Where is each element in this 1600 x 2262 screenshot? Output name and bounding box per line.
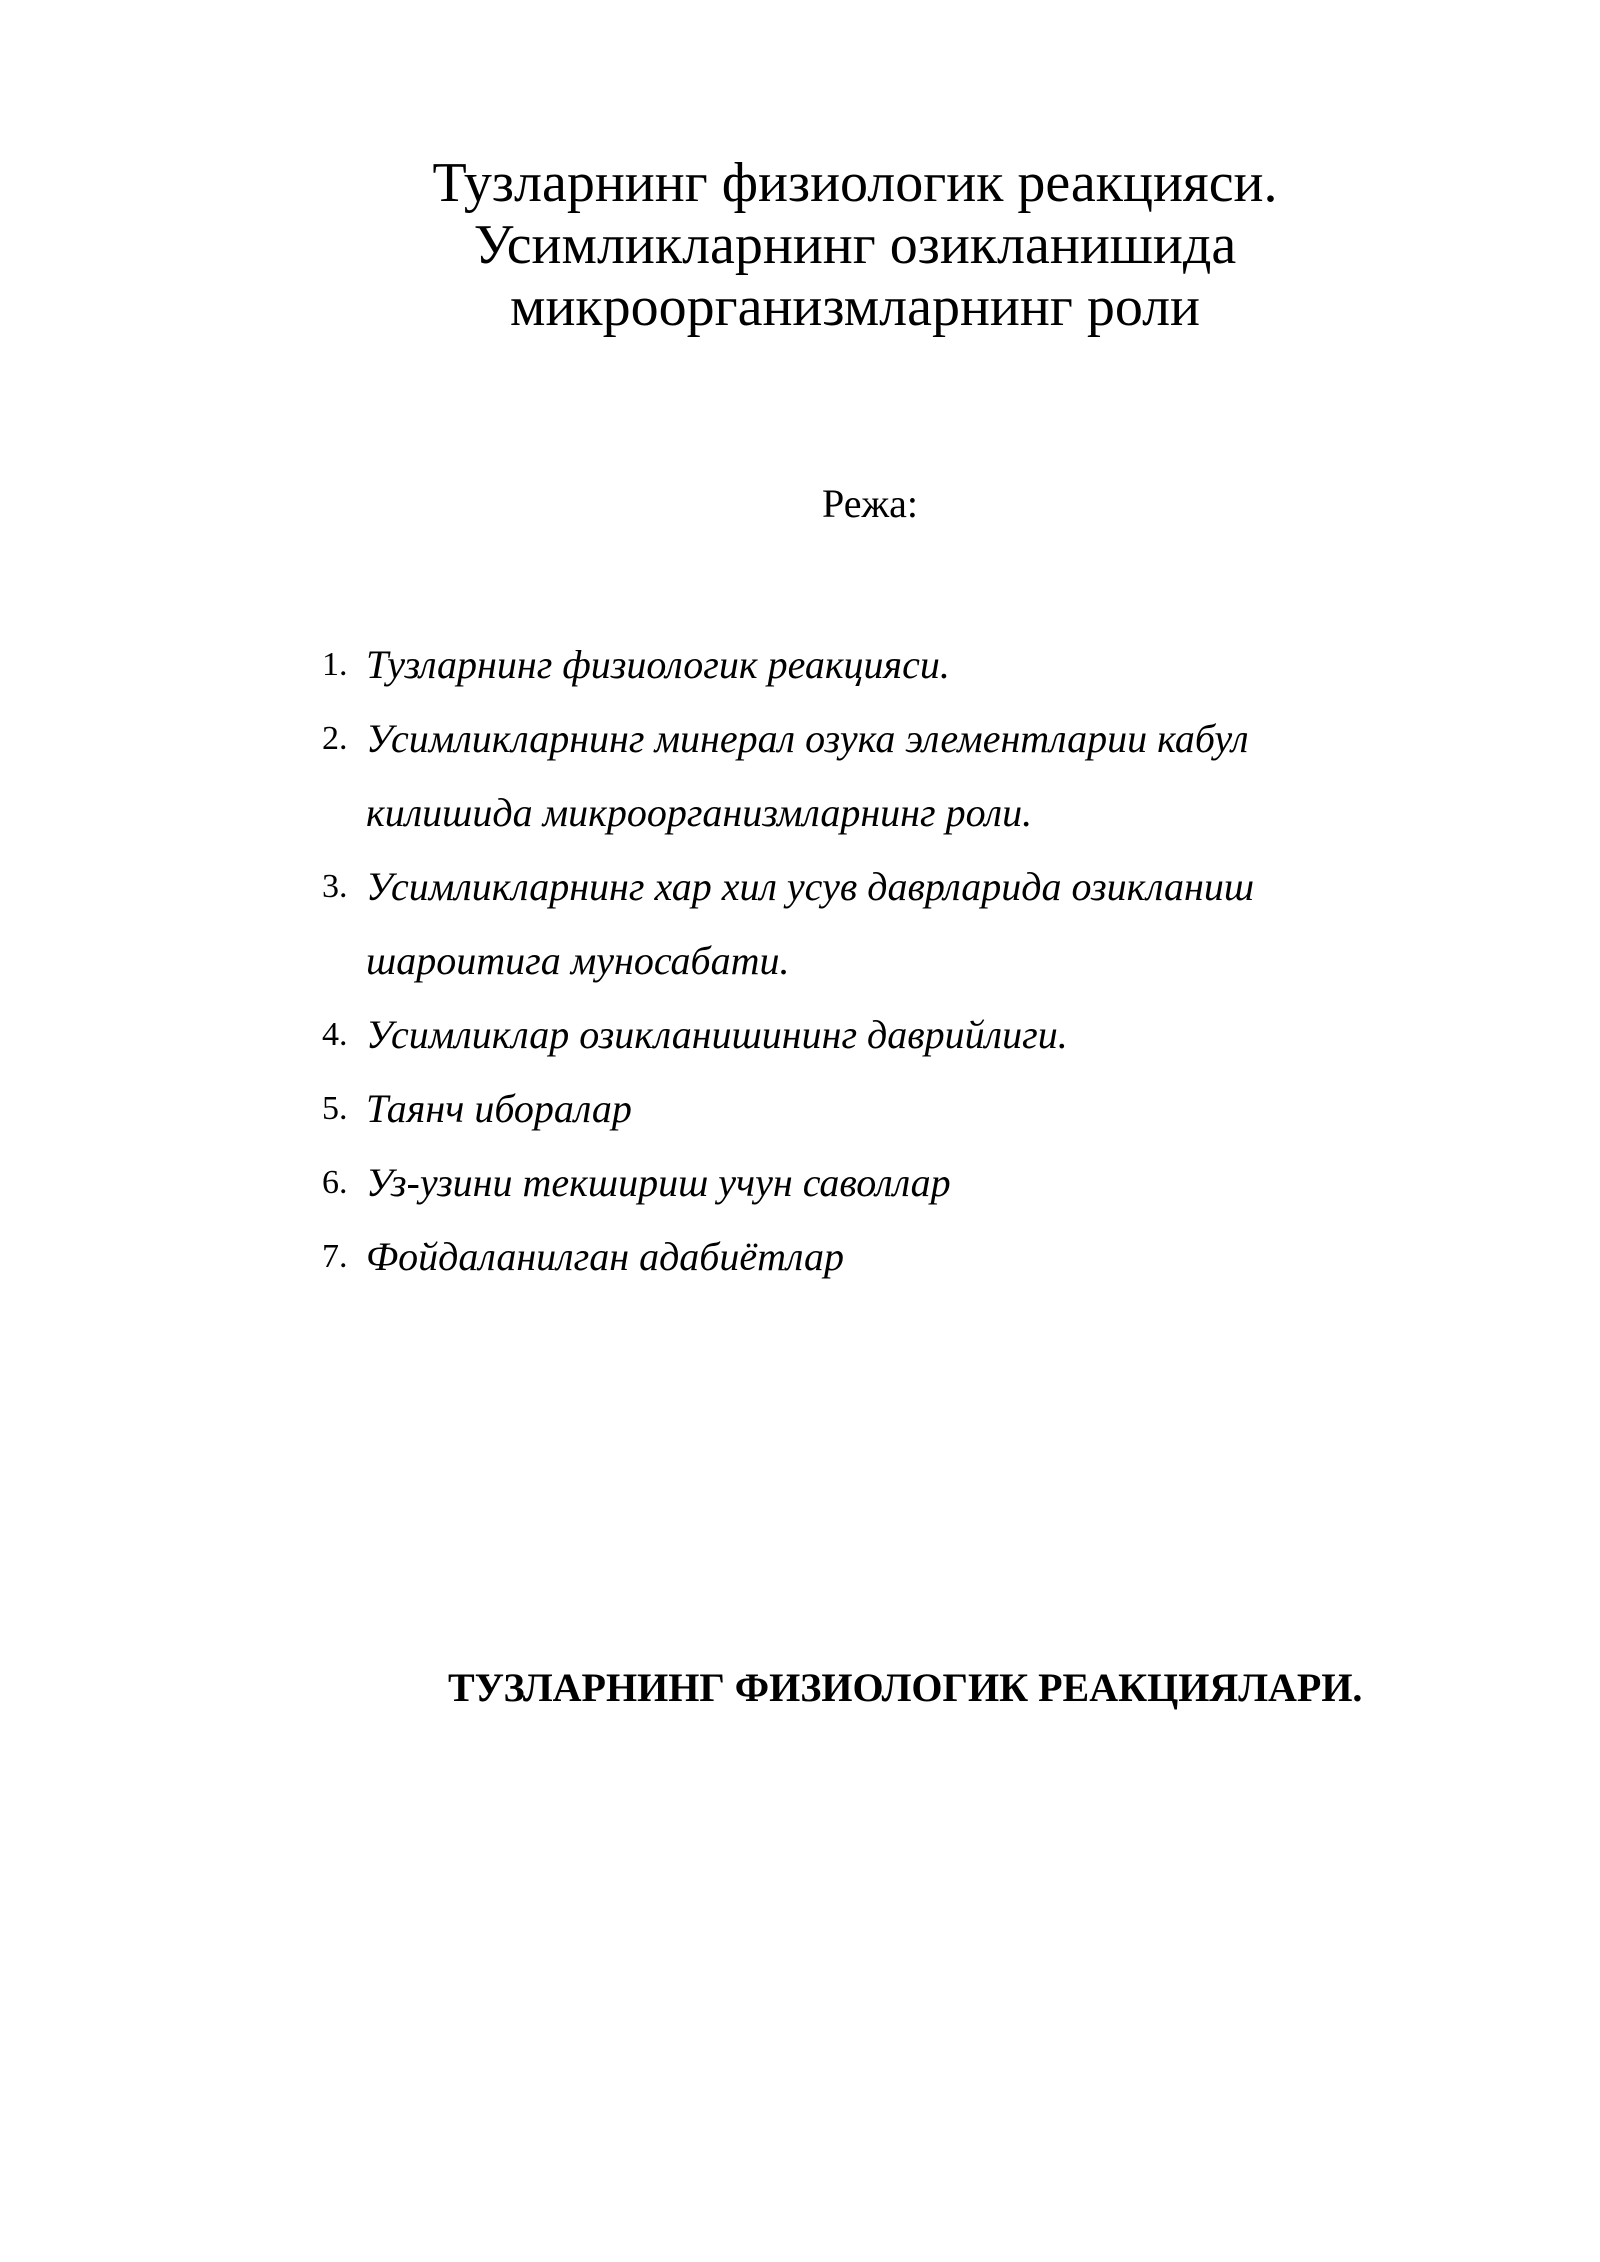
plan-heading: Режа: [822, 481, 918, 526]
plan-item-number: 1. [322, 646, 348, 683]
plan-item-line: Усимликларнинг хар хил усув даврларида озикланиш [366, 864, 1255, 909]
plan-item-4 [322, 998, 1402, 1072]
plan-item-1 [322, 628, 1402, 702]
plan-list [322, 628, 1402, 1294]
plan-item-text [366, 628, 1402, 702]
plan-item-number: 2. [322, 720, 348, 757]
plan-item-text [366, 702, 1402, 850]
plan-item-line: Фойдаланилган адабиётлар [366, 1234, 844, 1279]
plan-item-number: 4. [322, 1016, 348, 1053]
plan-item-number: 7. [322, 1238, 348, 1275]
plan-item-number: 5. [322, 1090, 348, 1127]
title-line: Усимликларнинг озикланишида [473, 214, 1237, 276]
plan-item-text [366, 1220, 1402, 1294]
plan-item-line: Уз-узини текшириш учун саволлар [366, 1160, 951, 1205]
plan-item-2 [322, 702, 1402, 850]
plan-item-text [366, 850, 1402, 998]
plan-item-text [366, 998, 1402, 1072]
plan-item-text [366, 1072, 1402, 1146]
plan-item-6 [322, 1146, 1402, 1220]
plan-item-7 [322, 1220, 1402, 1294]
plan-item-3 [322, 850, 1402, 998]
plan-item-5 [322, 1072, 1402, 1146]
plan-item-line: Тузларнинг физиологик реакцияси. [366, 642, 950, 687]
plan-item-line: килишида микроорганизмларнинг роли. [366, 790, 1033, 835]
title-line: микроорганизмларнинг роли [510, 276, 1200, 338]
plan-item-line: шароитига муносабати. [366, 938, 790, 983]
plan-item-line: Таянч иборалар [366, 1086, 632, 1131]
plan-item-line: Усимликлар озикланишининг даврийлиги. [366, 1012, 1068, 1057]
section-heading: ТУЗЛАРНИНГ ФИЗИОЛОГИК РЕАКЦИЯЛАРИ. [448, 1665, 1363, 1710]
plan-item-text [366, 1146, 1402, 1220]
plan-item-number: 3. [322, 868, 348, 905]
plan-item-number: 6. [322, 1164, 348, 1201]
plan-item-line: Усимликларнинг минерал озука элементларии кабул [366, 716, 1249, 761]
document-title [330, 152, 1380, 338]
title-line: Тузларнинг физиологик реакцияси. [432, 152, 1278, 214]
